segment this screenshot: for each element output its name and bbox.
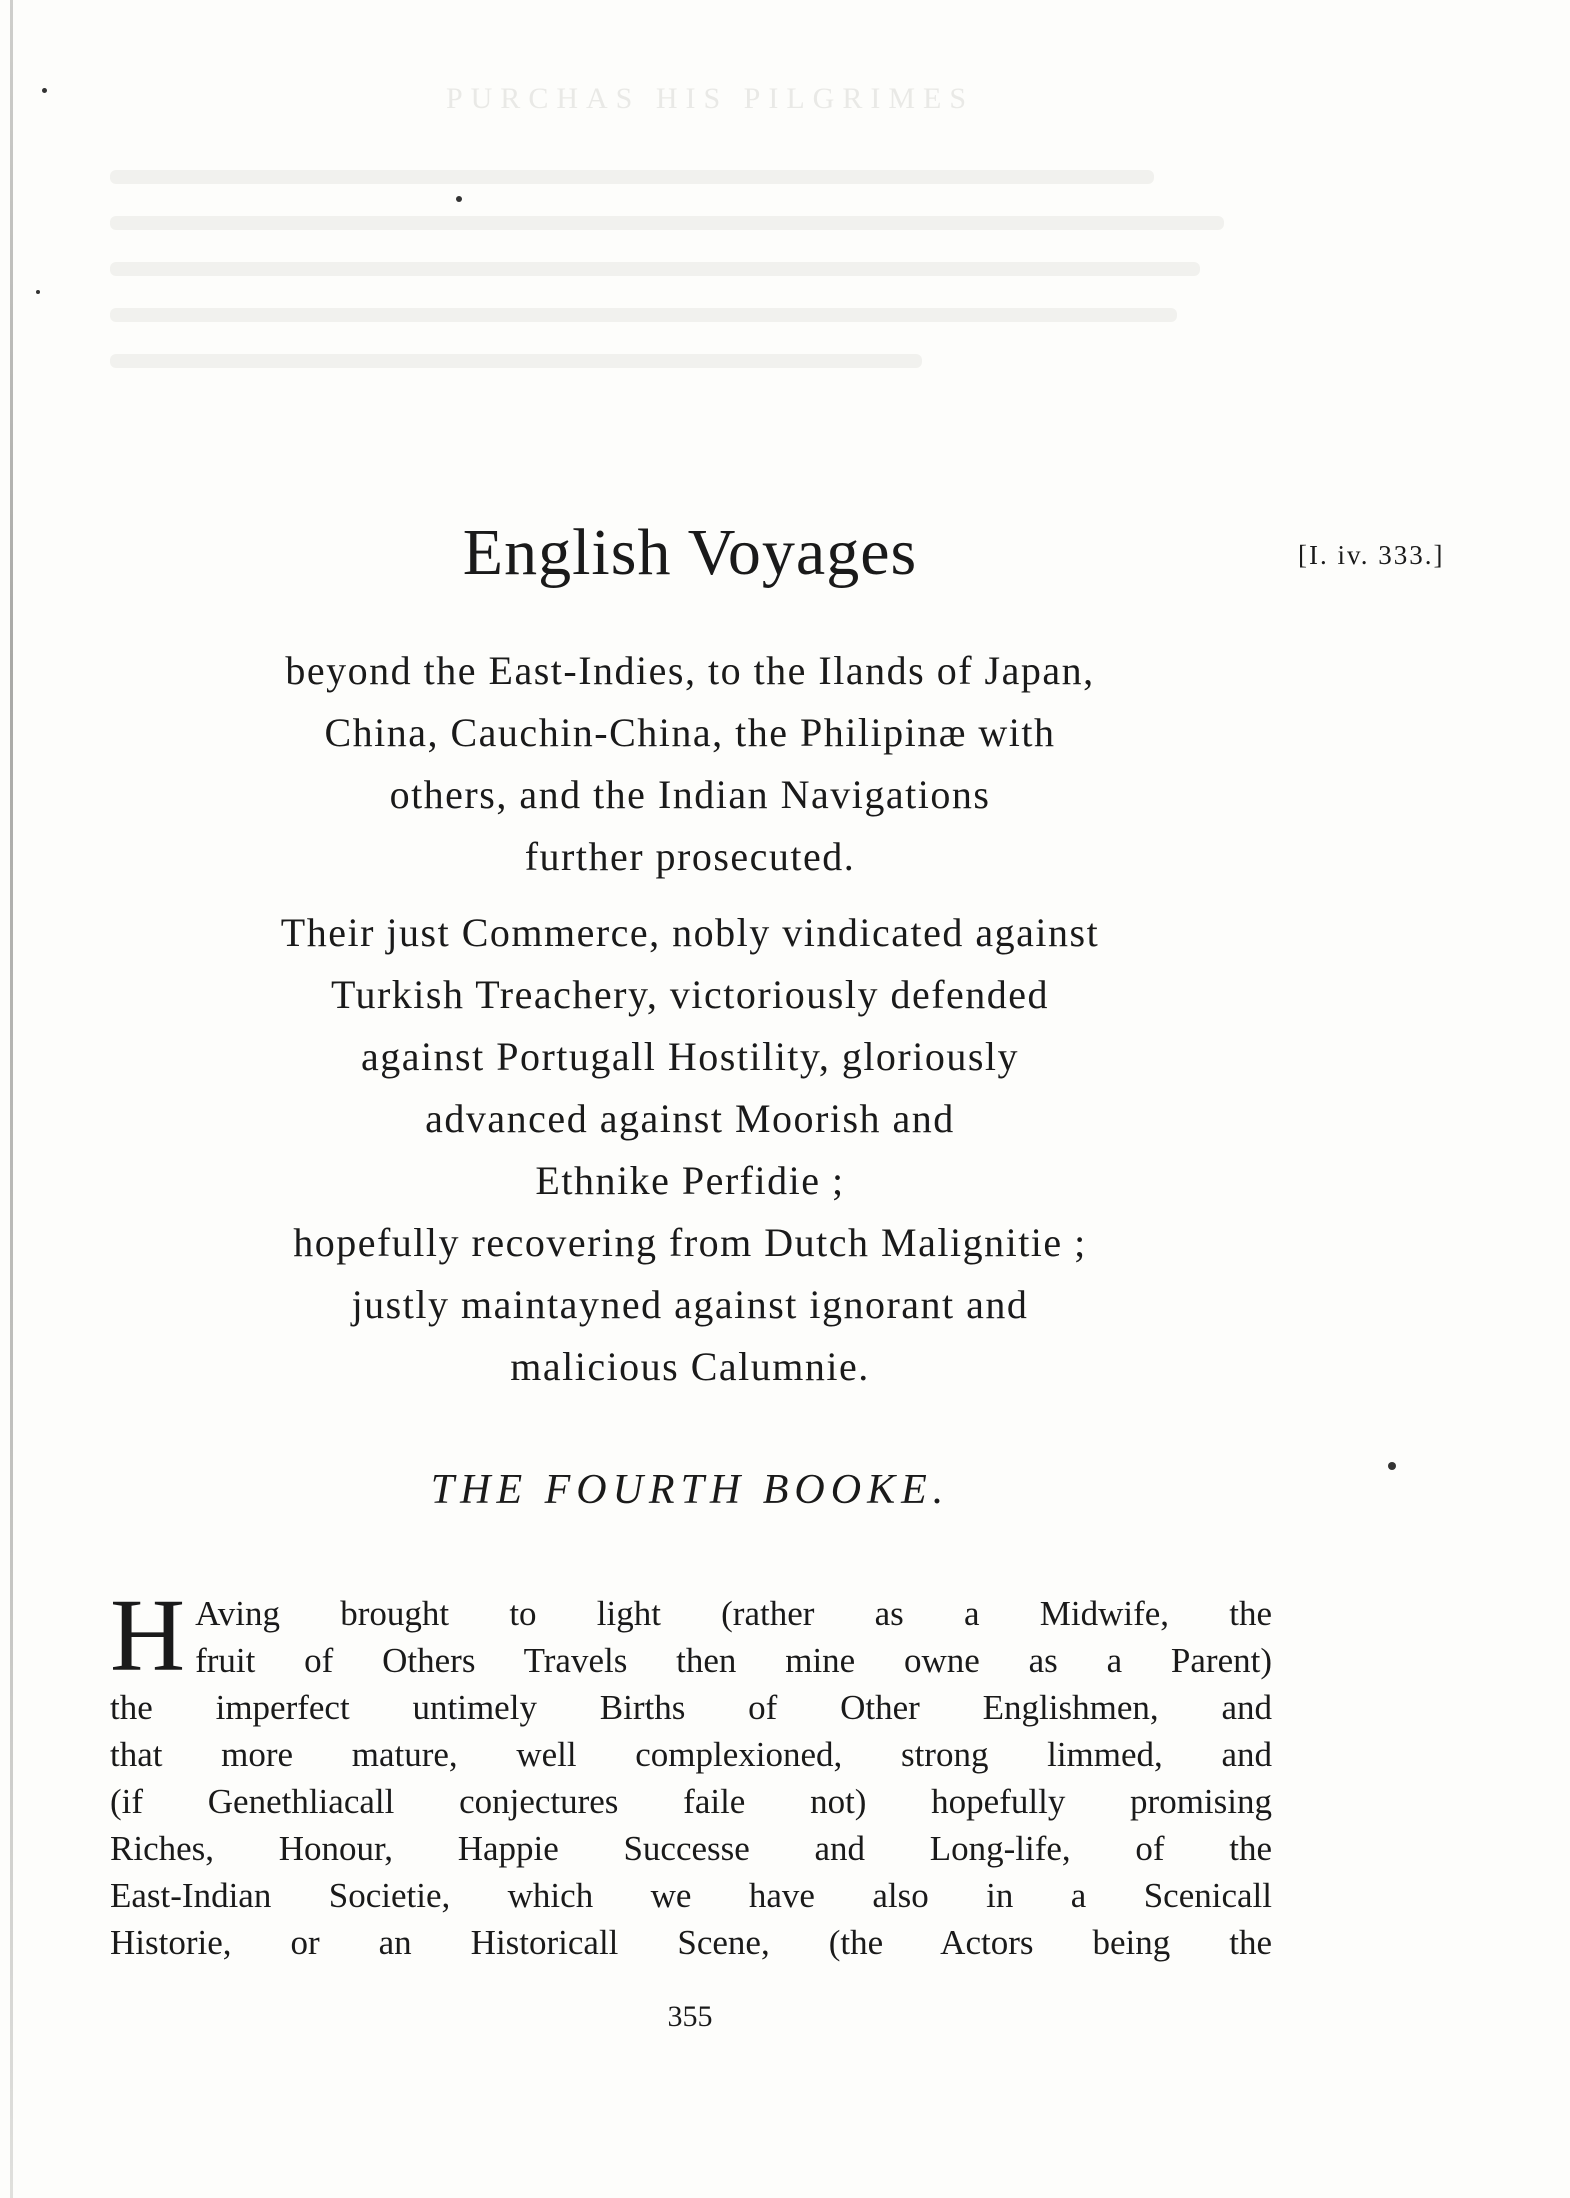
book-heading: THE FOURTH BOOKE.: [430, 1467, 950, 1513]
description-line: hopefully recovering from Dutch Malignitie ;: [293, 1220, 1087, 1265]
page-title: English Voyages: [462, 516, 918, 589]
ink-speck: [42, 88, 47, 93]
binding-edge: [10, 0, 13, 2198]
description-line: justly maintayned against ignorant and: [351, 1282, 1029, 1327]
ink-speck: [1388, 1462, 1396, 1470]
body-line: fruit of Others Travels then mine owne as a Parent): [195, 1641, 1272, 1680]
body-paragraph: [110, 1590, 1272, 1966]
subtitle-line: beyond the East-Indies, to the Ilands of Japan,: [285, 648, 1095, 693]
drop-cap: H: [110, 1590, 186, 1684]
body-line: the imperfect untimely Births of Other Englishmen, and: [110, 1688, 1272, 1727]
description-line: malicious Calumnie.: [510, 1344, 870, 1389]
show-through-text: [110, 170, 1270, 400]
subtitle-line: China, Cauchin-China, the Philipinæ with: [324, 710, 1056, 755]
description-line: Ethnike Perfidie ;: [535, 1158, 845, 1203]
body-line: Historie, or an Historicall Scene, (the Actors being the: [110, 1923, 1272, 1962]
title-subtitle-block: [110, 640, 1270, 1398]
description-line: Turkish Treachery, victoriously defended: [330, 972, 1050, 1017]
marginal-reference: [I. iv. 333.]: [1298, 540, 1445, 570]
body-line: Riches, Honour, Happie Successe and Long-life, of the: [110, 1829, 1272, 1868]
body-line: Aving brought to light (rather as a Midwife, the: [195, 1594, 1272, 1633]
description-line: advanced against Moorish and: [425, 1096, 955, 1141]
description-line: against Portugall Hostility, gloriously: [360, 1034, 1020, 1079]
body-line: East-Indian Societie, which we have also in a Scenicall: [110, 1876, 1272, 1915]
ink-speck: [36, 290, 40, 294]
body-line: (if Genethliacall conjectures faile not) hopefully promising: [110, 1782, 1272, 1821]
description-line: Their just Commerce, nobly vindicated against: [280, 910, 1100, 955]
ink-speck: [456, 196, 462, 202]
subtitle-line: further prosecuted.: [524, 834, 856, 879]
page-number: 355: [667, 2000, 713, 2033]
body-line: that more mature, well complexioned, strong limmed, and: [110, 1735, 1272, 1774]
show-through-running-head: PURCHAS HIS PILGRIMES: [445, 82, 975, 115]
subtitle-line: others, and the Indian Navigations: [389, 772, 991, 817]
